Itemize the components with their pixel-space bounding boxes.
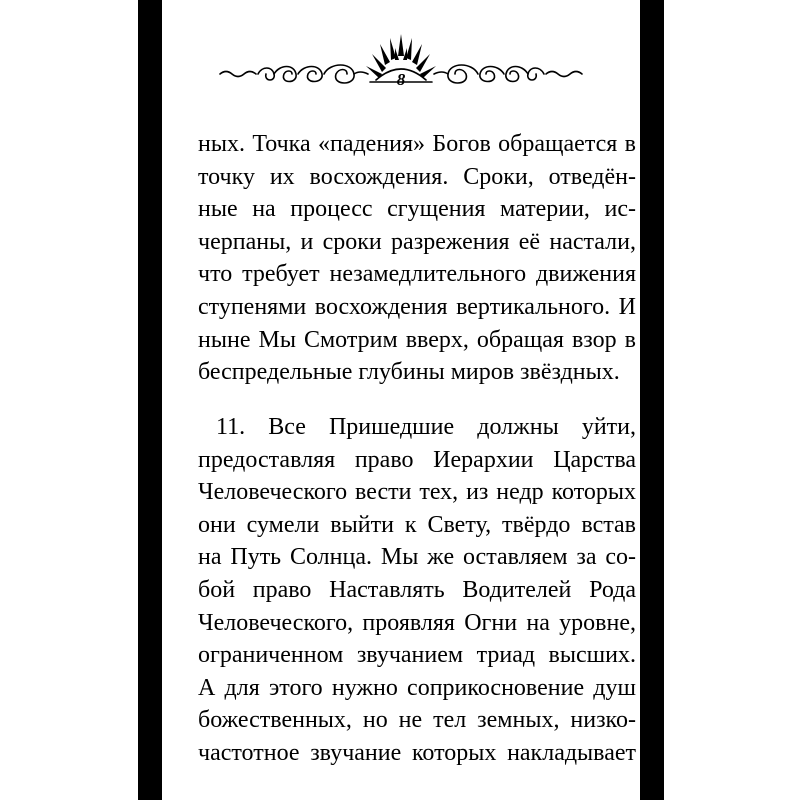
- text-line: божественных, но не тел земных, низко-: [198, 707, 636, 734]
- paragraph-1: [198, 128, 636, 389]
- text-line: точку их восхождения. Сроки, отведён-: [198, 163, 636, 190]
- text-line: черпаны, и сроки разрежения её настали,: [198, 228, 636, 255]
- right-black-border: [640, 0, 664, 800]
- text-line: бой право Наставлять Водителей Рода: [198, 576, 636, 603]
- text-line: беспредельные глубины миров звёздных.: [198, 359, 620, 386]
- page-number: 8: [396, 70, 406, 89]
- text-line: они сумели выйти к Свету, твёрдо встав: [198, 511, 636, 538]
- text-line: А для этого нужно соприкосновение душ: [198, 674, 636, 701]
- text-line: ныне Мы Смотрим вверх, обращая взор в: [198, 326, 636, 353]
- text-line: частотное звучание которых накладывает: [198, 739, 636, 766]
- text-line: ные на процесс сгущения материи, ис-: [198, 196, 636, 223]
- text-line: 11. Все Пришедшие должны уйти,: [216, 414, 636, 440]
- text-line: что требует незамедлительного движения: [198, 261, 636, 288]
- text-line: ограниченном звучанием триад высших.: [198, 642, 636, 669]
- text-line: предоставляя право Иерархии Царства: [198, 446, 636, 473]
- paragraph-2: [198, 411, 636, 770]
- text-line: ных. Точка «падения» Богов обращается в: [198, 131, 636, 157]
- text-line: Человеческого, проявляя Огни на уровне,: [198, 609, 636, 636]
- text-line: ступенями восхождения вертикального. И: [198, 293, 636, 320]
- book-page: [162, 0, 640, 800]
- left-black-border: [138, 0, 162, 800]
- text-line: Человеческого вести тех, из недр которых: [198, 479, 636, 506]
- text-line: на Путь Солнца. Мы же оставляем за со-: [198, 544, 636, 571]
